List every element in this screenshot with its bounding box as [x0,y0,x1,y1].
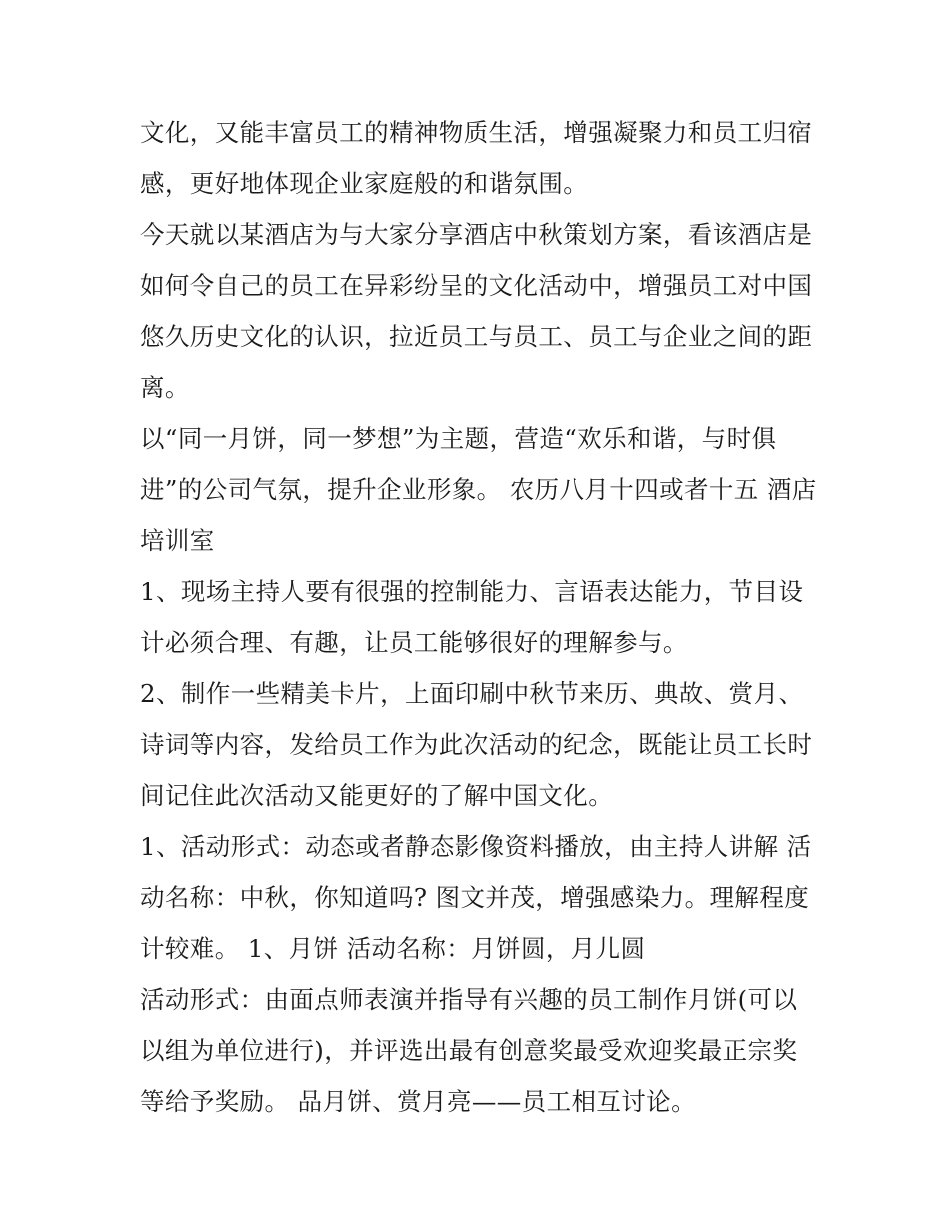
text-line: 今天就以某酒店为与大家分享酒店中秋策划方案，看该酒店是 [140,220,813,249]
text-line: 进”的公司气氛，提升企业形象。 农历八月十四或者十五 酒店 [140,475,817,504]
text-line: 2、制作一些精美卡片，上面印刷中秋节来历、典故、赏月、 [140,679,804,708]
text-line: 以组为单位进行)，并评选出最有创意奖最受欢迎奖最正宗奖 [140,1036,798,1065]
text-line: 文化，又能丰富员工的精神物质生活，增强凝聚力和员工归宿 [140,118,813,147]
text-line: 间记住此次活动又能更好的了解中国文化。 [140,781,614,810]
text-line: 悠久历史文化的认识，拉近员工与员工、员工与企业之间的距 [140,322,813,351]
text-line: 感，更好地体现企业家庭般的和谐氛围。 [140,169,589,198]
text-line: 等给予奖励。 品月饼、赏月亮——员工相互讨论。 [140,1087,696,1116]
text-line: 计较难。 1、月饼 活动名称：月饼圆，月儿圆 [140,934,646,963]
text-line: 诗词等内容，发给员工作为此次活动的纪念，既能让员工长时 [140,730,813,759]
text-line: 活动形式：由面点师表演并指导有兴趣的员工制作月饼(可以 [140,985,798,1014]
text-line: 计必须合理、有趣，让员工能够很好的理解参与。 [140,628,688,657]
text-line: 以“同一月饼，同一梦想”为主题，营造“欢乐和谐，与时俱 [140,424,777,453]
text-line: 1、现场主持人要有很强的控制能力、言语表达能力，节目设 [140,577,804,606]
text-line: 1、活动形式：动态或者静态影像资料播放，由主持人讲解 活 [140,832,812,861]
text-line: 离。 [140,373,190,402]
text-line: 动名称：中秋，你知道吗? 图文并茂，增强感染力。理解程度 [140,883,810,912]
document-body [140,107,820,1127]
text-line: 培训室 [140,526,215,555]
text-line: 如何令自己的员工在异彩纷呈的文化活动中，增强员工对中国 [140,271,813,300]
